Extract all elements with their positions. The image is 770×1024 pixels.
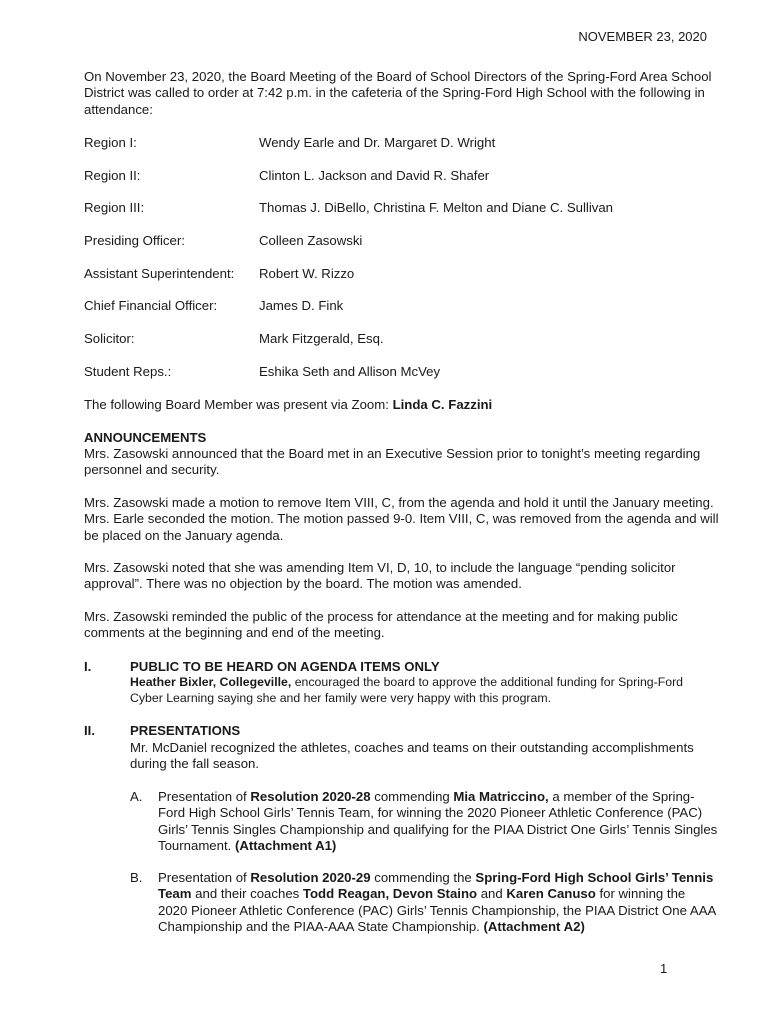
- attendance-label: Region I:: [84, 135, 137, 150]
- resolution-number: Resolution 2020-28: [250, 789, 371, 804]
- section-body: [130, 675, 710, 706]
- speaker-comment: encouraged the board to approve the additional funding for Spring-Ford Cyber Learning saying she and her family were very happy with this program.: [130, 675, 684, 705]
- attendance-row: [0, 364, 770, 382]
- item-letter: A.: [130, 789, 143, 804]
- item-text: and: [477, 886, 507, 902]
- announcement-paragraph: Mrs. Zasowski made a motion to remove Item VIII, C, from the agenda and hold it until the January meeting. Mrs. Earle seconded the motion. The motion passed 9-0. Item VIII, C, was removed from the agenda and will be placed on the January agenda.: [84, 495, 719, 543]
- attendance-row: [0, 331, 770, 349]
- section-title: PUBLIC TO BE HEARD ON AGENDA ITEMS ONLY: [130, 659, 440, 674]
- attendance-label: Student Reps.:: [84, 364, 172, 379]
- attendance-value: James D. Fink: [259, 298, 344, 313]
- attendance-value: Robert W. Rizzo: [259, 266, 355, 281]
- presentation-item: [158, 789, 718, 855]
- attendance-label: Region II:: [84, 168, 141, 183]
- page-number: 1: [660, 961, 668, 976]
- attendance-value: Thomas J. DiBello, Christina F. Melton and Diane C. Sullivan: [259, 200, 614, 215]
- section-number: I.: [84, 659, 92, 674]
- attendance-label: Presiding Officer:: [84, 233, 185, 248]
- coach-name: Karen Canuso: [506, 886, 596, 902]
- document-date: NOVEMBER 23, 2020: [578, 29, 707, 44]
- zoom-text: The following Board Member was present via Zoom:: [84, 397, 393, 412]
- attendance-label: Chief Financial Officer:: [84, 298, 218, 313]
- attendance-row: [0, 266, 770, 284]
- announcement-paragraph: Mrs. Zasowski reminded the public of the process for attendance at the meeting and for making public comments at the beginning and end of the meeting.: [84, 609, 678, 641]
- presentation-item: [158, 870, 718, 936]
- attendance-value: Wendy Earle and Dr. Margaret D. Wright: [259, 135, 496, 150]
- attendance-row: [0, 233, 770, 251]
- attendance-row: [0, 200, 770, 218]
- intro-paragraph: On November 23, 2020, the Board Meeting of the Board of School Directors of the Spring-Ford Area School District was called to order at 7:42 p.m. in the cafeteria of the Spring-Ford High School with the following in attendance:: [84, 69, 712, 117]
- resolution-number: Resolution 2020-29: [250, 870, 371, 885]
- item-text: a member of the Spring-Ford High School Girls’ Tennis Team, for winning the 2020 Pioneer Athletic Conference (PAC) Girls’ Tennis Singles Championship and qualifying for the PIAA District One Girls’ Tennis Singles Tournament.: [158, 789, 718, 854]
- item-text: and their coaches: [191, 886, 303, 902]
- attendance-row: [0, 298, 770, 316]
- coach-names: Todd Reagan, Devon Staino: [302, 886, 478, 902]
- attendance-value: Clinton L. Jackson and David R. Shafer: [259, 168, 490, 183]
- item-text: commending the: [370, 870, 476, 885]
- zoom-attendance: [84, 397, 724, 413]
- attendance-value: Mark Fitzgerald, Esq.: [259, 331, 384, 346]
- attendance-label: Region III:: [84, 200, 145, 215]
- zoom-member-name: Linda C. Fazzini: [392, 397, 493, 412]
- item-letter: B.: [130, 870, 143, 885]
- attachment-ref: (Attachment A2): [483, 919, 585, 935]
- announcement-paragraph: Mrs. Zasowski announced that the Board met in an Executive Session prior to tonight’s meeting regarding personnel and security.: [84, 446, 701, 478]
- speaker-name: Heather Bixler, Collegeville,: [130, 675, 292, 689]
- attendance-row: [0, 168, 770, 186]
- item-text: commending: [370, 789, 454, 804]
- honoree-name: Mia Matriccino,: [453, 789, 549, 804]
- attendance-label: Solicitor:: [84, 331, 135, 346]
- attendance-row: [0, 135, 770, 153]
- attendance-value: Colleen Zasowski: [259, 233, 363, 248]
- honoree-team: Spring-Ford High School Girls’ Tennis Team: [158, 870, 714, 902]
- item-text: Presentation of: [158, 789, 251, 804]
- announcement-paragraph: Mrs. Zasowski noted that she was amending Item VI, D, 10, to include the language “pending solicitor approval”. There was no objection by the board. The motion was amended.: [84, 560, 676, 592]
- section-title: PRESENTATIONS: [130, 723, 241, 738]
- section-number: II.: [84, 723, 95, 738]
- attendance-label: Assistant Superintendent:: [84, 266, 235, 281]
- attendance-value: Eshika Seth and Allison McVey: [259, 364, 441, 379]
- item-text: for winning the 2020 Pioneer Athletic Conference (PAC) Girls’ Tennis Championship, the PIAA District One AAA Championship and the PIAA-AAA State Championship.: [158, 886, 716, 935]
- announcements-heading: ANNOUNCEMENTS: [84, 430, 207, 445]
- attachment-ref: (Attachment A1): [234, 838, 337, 854]
- section-body: Mr. McDaniel recognized the athletes, coaches and teams on their outstanding accomplishments during the fall season.: [130, 740, 694, 772]
- item-text: Presentation of: [158, 870, 251, 885]
